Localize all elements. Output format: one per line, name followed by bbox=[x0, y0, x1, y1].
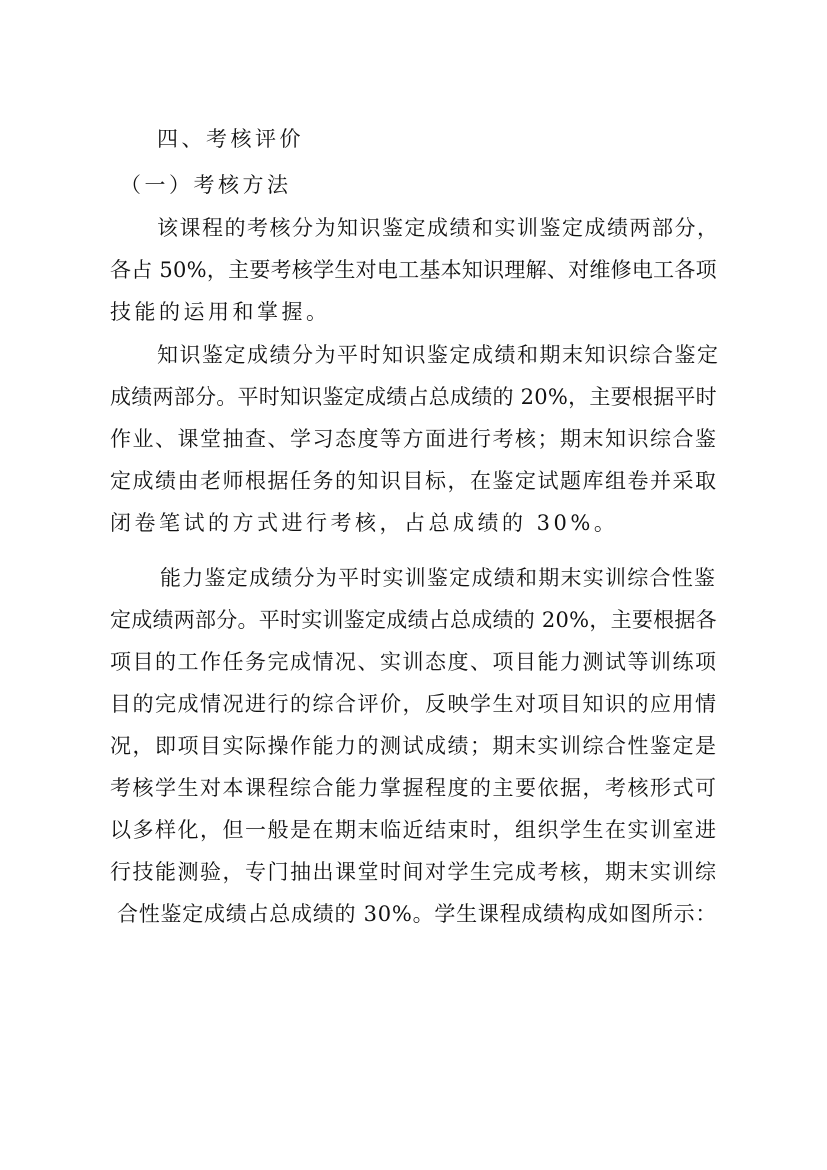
paragraph-line: 闭卷笔试的方式进行考核，占总成绩的 30%。 bbox=[110, 511, 619, 535]
paragraph-line: 作业、课堂抽查、学习态度等方面进行考核；期末知识综合鉴 bbox=[110, 427, 718, 451]
paragraph-line: 目的完成情况进行的综合评价，反映学生对项目知识的应用情 bbox=[110, 692, 718, 716]
paragraph-line: 各占 50%，主要考核学生对电工基本知识理解、对维修电工各项 bbox=[110, 258, 717, 282]
paragraph-line: 考核学生对本课程综合能力掌握程度的主要依据，考核形式可 bbox=[110, 776, 718, 800]
paragraph-line: 况，即项目实际操作能力的测试成绩；期末实训综合性鉴定是 bbox=[110, 734, 718, 758]
paragraph-line: 定成绩两部分。平时实训鉴定成绩占总成绩的 20%，主要根据各 bbox=[110, 608, 717, 632]
paragraph-line: 成绩两部分。平时知识鉴定成绩占总成绩的 20%，主要根据平时 bbox=[110, 385, 717, 409]
paragraph-line: 行技能测验，专门抽出课堂时间对学生完成考核，期末实训综 bbox=[110, 860, 718, 884]
paragraph-line: 项目的工作任务完成情况、实训态度、项目能力测试等训练项 bbox=[110, 650, 718, 674]
subsection-heading: （一）考核方法 bbox=[120, 173, 292, 197]
paragraph-line: 以多样化，但一般是在期末临近结束时，组织学生在实训室进 bbox=[110, 818, 718, 842]
paragraph-line: 知识鉴定成绩分为平时知识鉴定成绩和期末知识综合鉴定 bbox=[157, 343, 720, 367]
paragraph-line: 该课程的考核分为知识鉴定成绩和实训鉴定成绩两部分， bbox=[157, 216, 720, 240]
paragraph-line: 能力鉴定成绩分为平时实训鉴定成绩和期末实训综合性鉴 bbox=[160, 566, 717, 590]
paragraph-line: 合性鉴定成绩占总成绩的 30%。学生课程成绩构成如图所示： bbox=[117, 902, 718, 926]
section-heading: 四、考核评价 bbox=[157, 127, 304, 151]
paragraph-line: 技能的运用和掌握。 bbox=[110, 300, 331, 324]
paragraph-line: 定成绩由老师根据任务的知识目标，在鉴定试题库组卷并采取 bbox=[110, 469, 718, 493]
